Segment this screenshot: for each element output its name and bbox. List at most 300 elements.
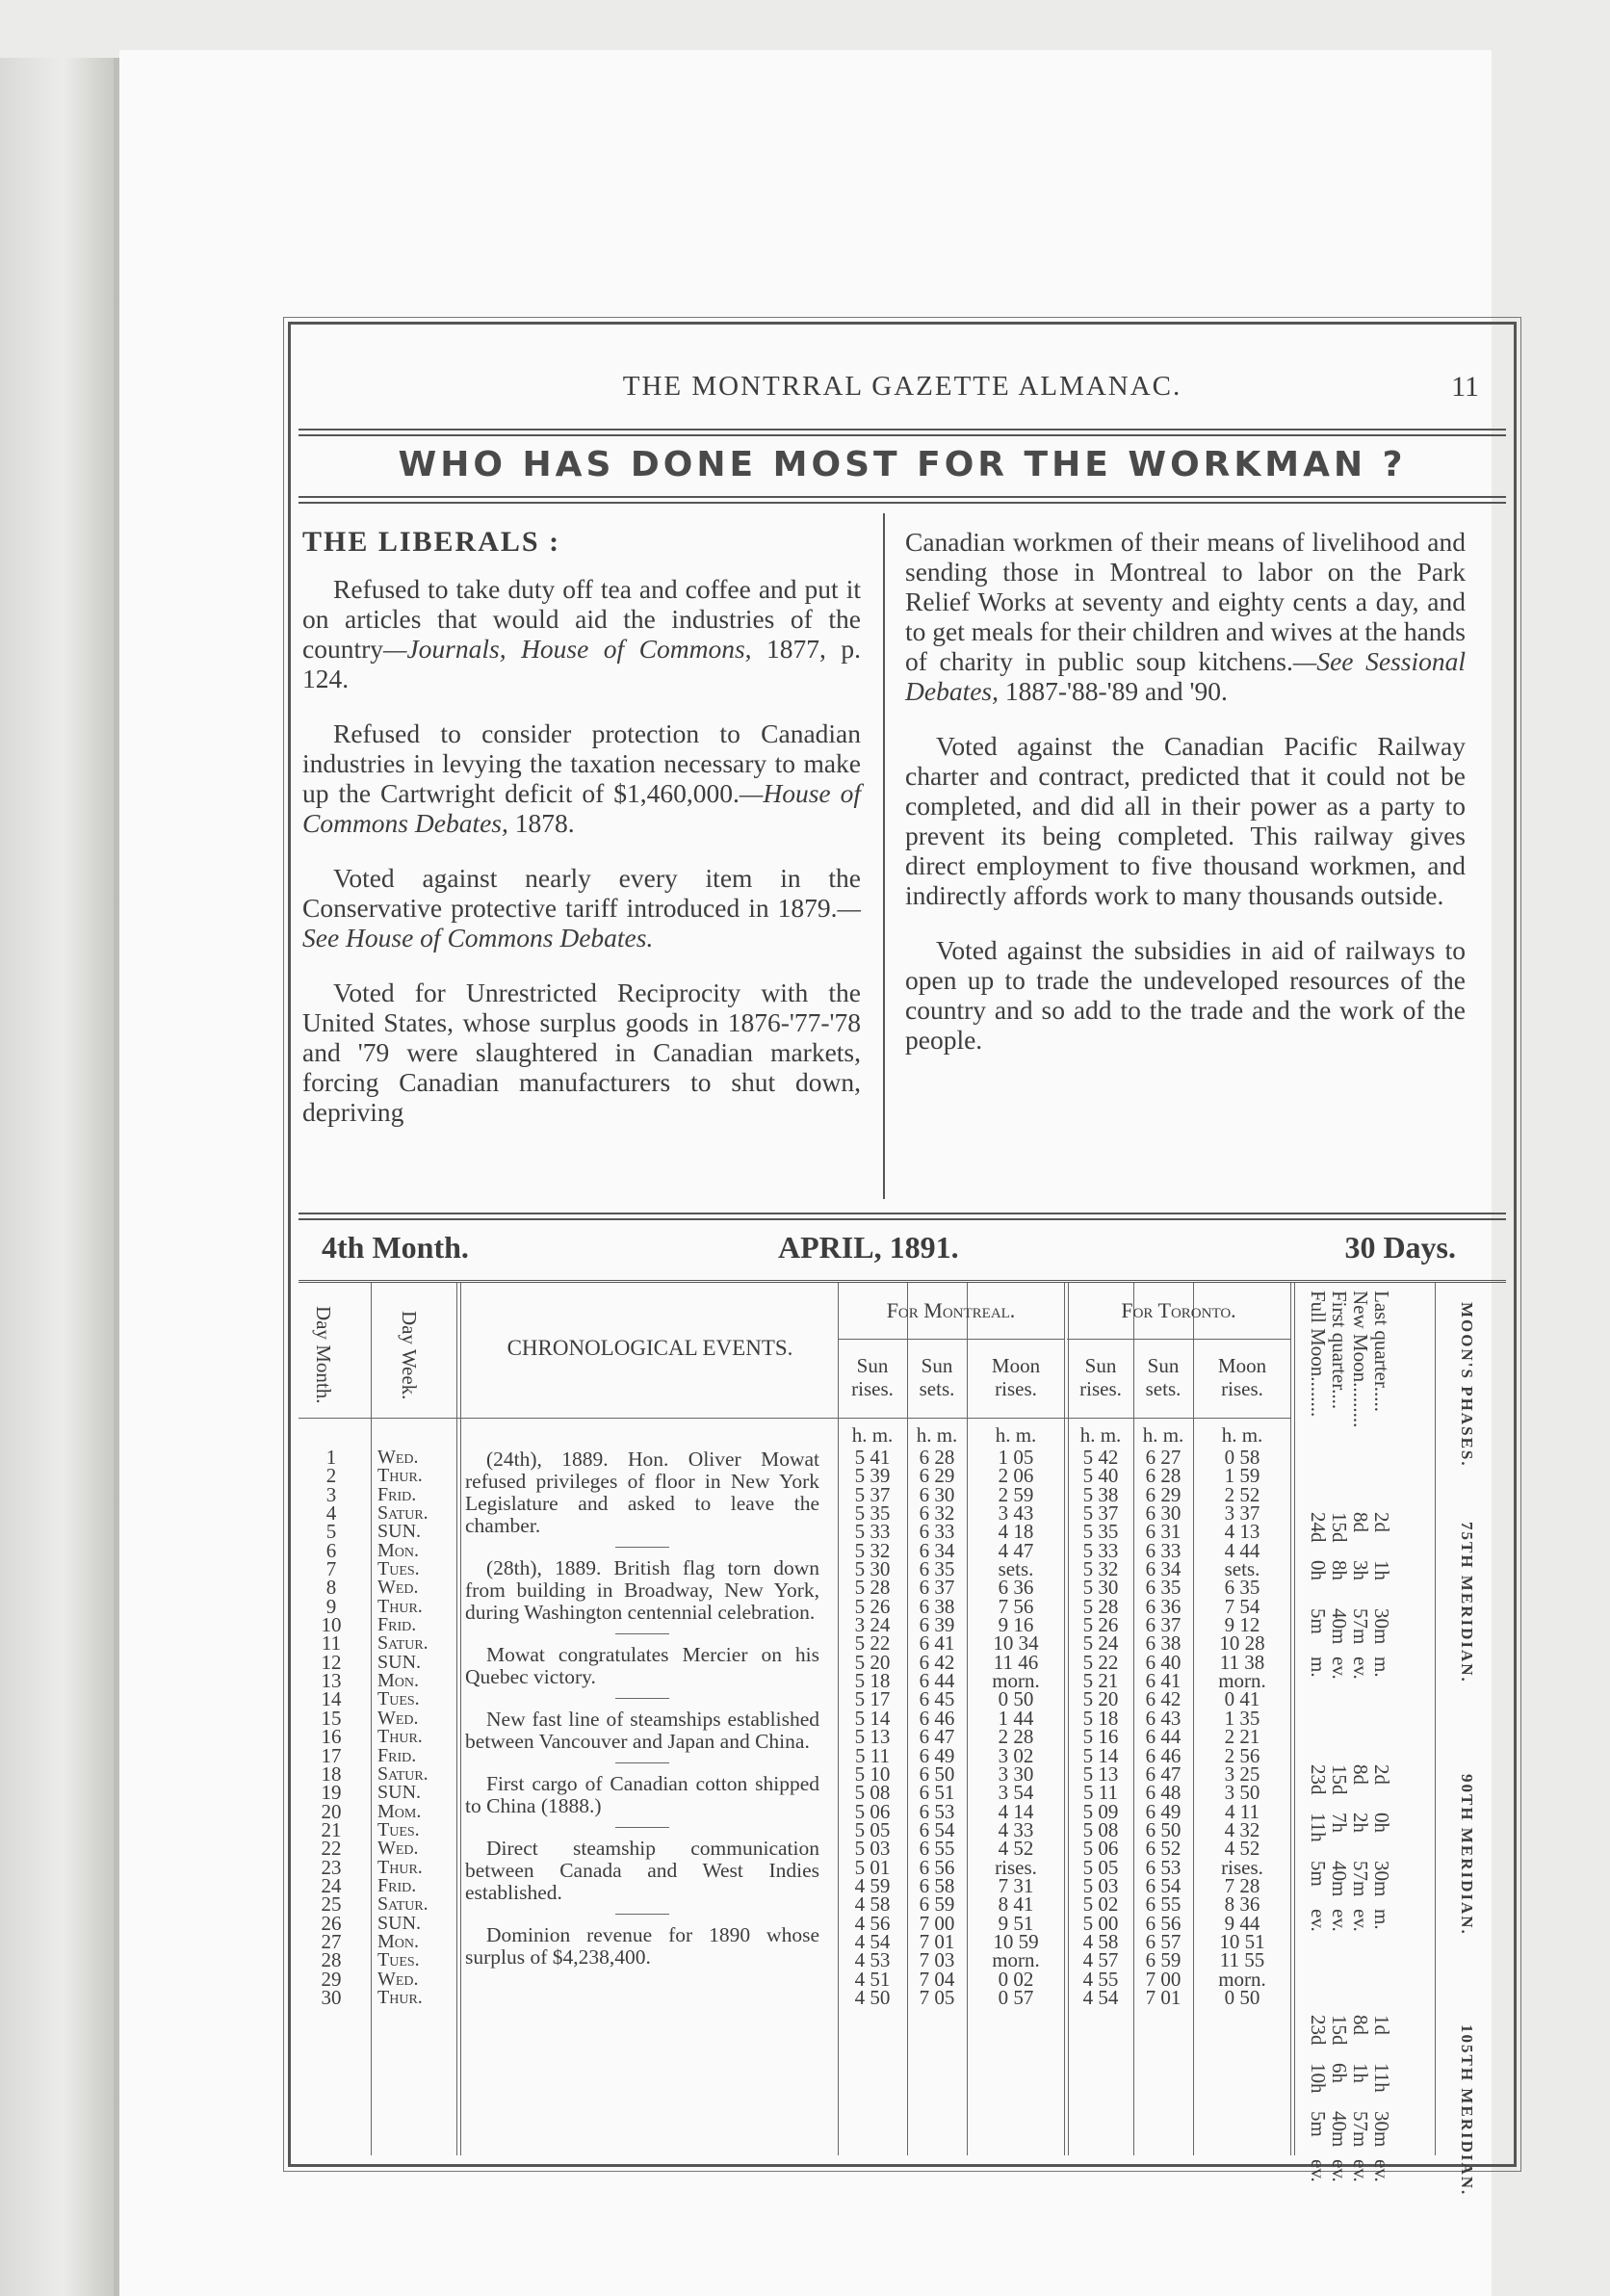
paragraph-tea-coffee: Refused to take duty off tea and coffee and put it on articles that would aid the industries of the country—Journals, House of Commons, 1877, p. 124.: [302, 574, 862, 693]
toronto-sun-rise: 4 55: [1082, 1967, 1119, 1991]
event-separator: [615, 1827, 669, 1828]
moon-phase-value: 6h: [1328, 2063, 1351, 2083]
moon-phase-names: [1308, 1291, 1392, 1427]
day-of-week: Tues.: [377, 1818, 420, 1840]
table-line: [967, 1283, 968, 2155]
day-of-month: 20: [321, 1799, 342, 1823]
day-of-month: 12: [321, 1650, 342, 1674]
moon-phase-value: 30m: [1370, 1861, 1393, 1897]
day-of-week: SUN.: [377, 1912, 422, 1934]
moon-phase-marks: [1308, 2159, 1392, 2182]
month-title: APRIL, 1891.: [778, 1230, 959, 1265]
montreal-sun-set: 6 46: [919, 1706, 955, 1730]
day-of-week: Satur.: [377, 1893, 428, 1916]
toronto-sun-set: 6 29: [1145, 1482, 1182, 1506]
moon-phase-value: ev.: [1370, 2159, 1393, 2182]
running-head: THE MONTRRAL GAZETTE ALMANAC.: [622, 371, 1182, 402]
moon-phase-name: Last quarter.....: [1370, 1291, 1393, 1412]
montreal-sun-rise: 5 10: [854, 1761, 891, 1786]
unit-label: h. m.: [851, 1423, 894, 1447]
toronto-moon-rise: 9 44: [1224, 1911, 1260, 1935]
toronto-moon-rise: 0 41: [1224, 1687, 1260, 1711]
montreal-sun-set: 6 55: [919, 1837, 955, 1861]
montreal-moon-rise: 4 18: [998, 1520, 1034, 1544]
montreal-moon-rise: 3 54: [998, 1781, 1034, 1805]
headline-rule-bottom: [299, 496, 1506, 504]
montreal-moon-rise: 3 30: [998, 1761, 1034, 1786]
month-ordinal: 4th Month.: [322, 1230, 469, 1265]
header-toronto-moon-rises: Moon rises.: [1217, 1354, 1267, 1400]
toronto-moon-rise: morn.: [1218, 1669, 1266, 1693]
unit-label: h. m.: [1221, 1423, 1263, 1447]
montreal-sun-set: 6 50: [919, 1761, 955, 1786]
day-of-month: 10: [321, 1613, 342, 1637]
day-of-month: 11: [321, 1631, 342, 1656]
montreal-sun-set: 6 32: [919, 1501, 955, 1526]
event-item: First cargo of Canadian cotton shipped to China (1888.): [465, 1772, 819, 1817]
paragraph-tariff-1879: Voted against nearly every item in the Conservative protective tariff introduced in 1879.—See House of Commons Debates.: [302, 863, 861, 952]
moon-phase-name: First quarter....: [1328, 1291, 1351, 1410]
day-of-month: 30: [321, 1985, 342, 2009]
montreal-moon-rise: 4 14: [998, 1799, 1034, 1823]
montreal-sun-rise: 5 03: [854, 1837, 891, 1861]
header-montreal-sun-sets: Sun sets.: [919, 1354, 955, 1400]
day-of-month: 14: [321, 1687, 342, 1711]
montreal-sun-rise: 5 35: [854, 1501, 891, 1526]
montreal-sun-rise: 5 33: [854, 1520, 891, 1544]
day-of-week: Mon.: [377, 1539, 420, 1561]
toronto-sun-rise: 5 11: [1083, 1781, 1118, 1805]
day-of-month: 6: [325, 1538, 337, 1562]
toronto-sun-set: 6 37: [1145, 1613, 1182, 1637]
toronto-sun-rise: 5 40: [1082, 1464, 1119, 1488]
toronto-moon-rise: 3 25: [1224, 1761, 1260, 1786]
montreal-moon-rise: morn.: [992, 1669, 1040, 1693]
meridian-label-75: 75TH MERIDIAN.: [1458, 1522, 1476, 1683]
toronto-moon-rise: 0 50: [1224, 1985, 1260, 2009]
toronto-sun-rise: 5 08: [1082, 1817, 1119, 1841]
moon-phase-value: 57m: [1349, 2111, 1372, 2148]
event-item: (24th), 1889. Hon. Oliver Mowat refused privileges of floor in New York Legislature and asked to leave the chamber.: [465, 1448, 819, 1537]
meridian-label-105: 105TH MERIDIAN.: [1458, 2024, 1476, 2197]
book-binding-left: [0, 58, 114, 2296]
montreal-sun-rise: 5 26: [854, 1594, 891, 1618]
header-for-toronto: For Toronto.: [1121, 1298, 1236, 1322]
montreal-sun-rise: 5 11: [855, 1743, 890, 1767]
paragraph-railway-subsidies: Voted against the subsidies in aid of railways to open up to trade the undeveloped resources of the country and so add to the trade and the work of the people.: [905, 935, 1466, 1055]
montreal-sun-rise: 3 24: [854, 1613, 891, 1637]
day-of-month: 19: [321, 1781, 342, 1805]
montreal-sun-rise: 4 56: [854, 1911, 891, 1935]
montreal-moon-rise: 3 43: [998, 1501, 1034, 1526]
table-line: [1133, 1283, 1134, 2155]
left-column: [302, 527, 861, 1127]
montreal-sun-set: 7 00: [919, 1911, 955, 1935]
toronto-sun-rise: 5 02: [1082, 1892, 1119, 1917]
day-of-week: Wed.: [377, 1707, 419, 1729]
paragraph-canadian-pacific: Voted against the Canadian Pacific Railway charter and contract, predicted that it could not be completed, and did all in their power as a party to prevent its being completed. This railway gives direct employment to five thousand workmen, and indirectly affords work to many thousands outside.: [905, 731, 1466, 910]
event-item: Dominion revenue for 1890 whose surplus of $4,238,400.: [465, 1923, 819, 1969]
moon-phase-value: 1d: [1370, 2015, 1393, 2035]
moon-phase-value: m.: [1307, 1657, 1330, 1678]
toronto-moon-rise: 2 21: [1224, 1725, 1260, 1749]
moon-phase-value: ev.: [1328, 1657, 1351, 1680]
montreal-sun-set: 6 42: [919, 1650, 955, 1674]
montreal-moon-rise: 7 56: [998, 1594, 1034, 1618]
toronto-sun-set: 6 35: [1145, 1576, 1182, 1600]
day-of-week: SUN.: [377, 1782, 422, 1804]
montreal-sun-rise: 5 05: [854, 1817, 891, 1841]
moon-phase-hours: [1308, 1813, 1392, 1842]
montreal-sun-set: 6 45: [919, 1687, 955, 1711]
montreal-sun-set: 6 44: [919, 1669, 955, 1693]
moon-phase-value: 1h: [1349, 2063, 1372, 2083]
montreal-sun-set: 6 30: [919, 1482, 955, 1506]
montreal-moon-rise: 6 36: [998, 1576, 1034, 1600]
moon-phases-panel: [1307, 1291, 1418, 2182]
day-of-month: 1: [325, 1446, 337, 1469]
toronto-moon-rise: 6 35: [1224, 1576, 1260, 1600]
montreal-sun-rise: 5 32: [854, 1538, 891, 1562]
event-separator: [615, 1698, 669, 1699]
toronto-sun-rise: 5 37: [1082, 1501, 1119, 1526]
day-of-week: Frid.: [377, 1614, 417, 1636]
montreal-moon-rise: 2 06: [998, 1464, 1034, 1488]
unit-label: h. m.: [916, 1423, 958, 1447]
montreal-moon-rise: rises.: [995, 1855, 1037, 1879]
page-frame: [288, 322, 1517, 2197]
toronto-sun-rise: 5 30: [1082, 1576, 1119, 1600]
day-of-week: Wed.: [377, 1838, 419, 1860]
day-of-month: 8: [325, 1576, 337, 1600]
moon-phase-marks: [1308, 1657, 1392, 1680]
toronto-sun-set: 6 38: [1145, 1631, 1182, 1656]
table-line: [1435, 1283, 1436, 2155]
moon-phase-value: 15d: [1328, 1764, 1351, 1795]
toronto-sun-rise: 5 05: [1082, 1855, 1119, 1879]
moon-phase-hours: [1308, 1560, 1392, 1580]
montreal-sun-set: 7 05: [919, 1985, 955, 2009]
day-of-week: Satur.: [377, 1632, 428, 1655]
montreal-sun-rise: 5 13: [854, 1725, 891, 1749]
table-line: [1193, 1283, 1194, 2155]
headline-rule-top: [299, 429, 1506, 436]
header-montreal-sun-rises: Sun rises.: [851, 1354, 894, 1400]
moon-phase-value: 3h: [1349, 1560, 1372, 1580]
day-of-week: Mom.: [377, 1800, 422, 1822]
day-of-week: SUN.: [377, 1521, 422, 1543]
toronto-moon-rise: 2 56: [1224, 1743, 1260, 1767]
moon-phase-value: 15d: [1328, 2015, 1351, 2046]
montreal-sun-rise: 5 18: [854, 1669, 891, 1693]
toronto-sun-set: 6 34: [1145, 1557, 1182, 1581]
paragraph-reciprocity: Voted for Unrestricted Reciprocity with the United States, whose surplus goods in 1876-'77-'78 and '79 were slaughtered in Canadian markets, forcing Canadian manufacturers to shut down, depriving: [302, 978, 861, 1127]
toronto-sun-set: 6 46: [1145, 1743, 1182, 1767]
montreal-sun-sets-column: [909, 1448, 965, 2007]
moon-phases-title: MOON'S PHASES.: [1458, 1302, 1476, 1468]
montreal-sun-rise: 5 22: [854, 1631, 891, 1656]
moon-phase-value: ev.: [1328, 2159, 1351, 2182]
toronto-sun-rise: 5 20: [1082, 1687, 1119, 1711]
day-of-week: SUN.: [377, 1651, 422, 1673]
montreal-sun-rise: 4 58: [854, 1892, 891, 1917]
moon-phase-value: 40m: [1328, 1861, 1351, 1897]
toronto-sun-rise: 5 09: [1082, 1799, 1119, 1823]
toronto-sun-set: 6 36: [1145, 1594, 1182, 1618]
toronto-moon-rise: 4 32: [1224, 1817, 1260, 1841]
toronto-sun-set: 6 53: [1145, 1855, 1182, 1879]
moon-phase-value: 0h: [1370, 1813, 1393, 1833]
moon-phase-value: m.: [1370, 1909, 1393, 1930]
montreal-moon-rise: 4 52: [998, 1837, 1034, 1861]
headline: WHO HAS DONE MOST FOR THE WORKMAN ?: [398, 445, 1407, 484]
day-of-month: 21: [321, 1817, 342, 1841]
event-item: Mowat congratulates Mercier on his Quebec victory.: [465, 1643, 819, 1688]
page-number: 11: [1451, 371, 1479, 403]
toronto-sun-set: 6 48: [1145, 1781, 1182, 1805]
moon-phase-value: 10h: [1307, 2063, 1330, 2094]
day-of-month: 24: [321, 1873, 342, 1897]
montreal-moon-rise: 9 16: [998, 1613, 1034, 1637]
day-of-month: 16: [321, 1725, 342, 1749]
moon-phase-value: 15d: [1328, 1512, 1351, 1543]
montreal-moon-rise: 0 50: [998, 1687, 1034, 1711]
toronto-sun-rise: 5 22: [1082, 1650, 1119, 1674]
montreal-sun-rise: 5 39: [854, 1464, 891, 1488]
moon-phase-value: 30m: [1370, 1608, 1393, 1645]
montreal-sun-set: 6 47: [919, 1725, 955, 1749]
toronto-sun-set: 6 49: [1145, 1799, 1182, 1823]
calendar-rule-top: [299, 1213, 1506, 1220]
toronto-moon-rise: 3 50: [1224, 1781, 1260, 1805]
toronto-sun-set: 6 56: [1145, 1911, 1182, 1935]
montreal-sun-set: 6 29: [919, 1464, 955, 1488]
montreal-moon-rise: 4 33: [998, 1817, 1034, 1841]
montreal-sun-set: 7 04: [919, 1967, 955, 1991]
moon-phase-value: 57m: [1349, 1608, 1372, 1645]
moon-phase-mins: [1308, 1861, 1392, 1896]
montreal-moon-rise: morn.: [992, 1948, 1040, 1972]
montreal-moon-rise: 10 34: [993, 1631, 1039, 1656]
day-of-month: 25: [321, 1892, 342, 1917]
montreal-sun-rise: 5 20: [854, 1650, 891, 1674]
day-of-week: Tues.: [377, 1558, 420, 1580]
toronto-sun-rise: 5 26: [1082, 1613, 1119, 1637]
event-separator: [615, 1914, 669, 1915]
moon-phase-mins: [1308, 2111, 1392, 2147]
day-of-week: Wed.: [377, 1577, 419, 1599]
day-of-month: 28: [321, 1948, 342, 1972]
table-line: [907, 1283, 908, 2155]
moon-phase-value: 5m: [1307, 2111, 1330, 2137]
montreal-sun-set: 6 51: [919, 1781, 955, 1805]
moon-phase-value: 1h: [1370, 1560, 1393, 1580]
day-of-month: 4: [325, 1501, 337, 1526]
toronto-sun-rise: 4 58: [1082, 1929, 1119, 1953]
montreal-sun-set: 6 33: [919, 1520, 955, 1544]
event-separator: [615, 1633, 669, 1634]
day-of-week: Satur.: [377, 1762, 428, 1785]
day-of-week: Tues.: [377, 1688, 420, 1710]
moon-phase-marks: [1308, 1909, 1392, 1932]
montreal-sun-set: 7 03: [919, 1948, 955, 1972]
toronto-sun-rise: 5 14: [1082, 1743, 1119, 1767]
toronto-sun-set: 6 43: [1145, 1706, 1182, 1730]
montreal-sun-set: 6 49: [919, 1743, 955, 1767]
montreal-moon-rise: 2 28: [998, 1725, 1034, 1749]
montreal-sun-set: 6 54: [919, 1817, 955, 1841]
toronto-moon-rise: 11 55: [1219, 1948, 1265, 1972]
moon-phase-name: New Moon.........: [1349, 1291, 1372, 1428]
day-of-week: Tues.: [377, 1949, 420, 1971]
toronto-sun-sets-column: [1135, 1448, 1191, 2007]
toronto-sun-rise: 5 03: [1082, 1873, 1119, 1897]
day-of-week: Frid.: [377, 1744, 417, 1766]
montreal-sun-set: 6 34: [919, 1538, 955, 1562]
montreal-sun-set: 7 01: [919, 1929, 955, 1953]
day-of-month: 29: [321, 1967, 342, 1991]
day-of-week: Frid.: [377, 1483, 417, 1505]
day-of-month: 9: [325, 1594, 337, 1618]
header-montreal-moon-rises: Moon rises.: [991, 1354, 1041, 1400]
montreal-sun-set: 6 56: [919, 1855, 955, 1879]
table-line: [838, 1339, 1064, 1340]
montreal-moon-rises-column: [969, 1448, 1063, 2007]
moon-phase-dates: [1308, 1512, 1392, 1543]
toronto-sun-set: 6 47: [1145, 1761, 1182, 1786]
toronto-sun-rise: 4 57: [1082, 1948, 1119, 1972]
toronto-moon-rise: 4 44: [1224, 1538, 1260, 1562]
montreal-moon-rise: 11 46: [993, 1650, 1039, 1674]
montreal-sun-rise: 4 59: [854, 1873, 891, 1897]
toronto-moon-rise: rises.: [1221, 1855, 1263, 1879]
toronto-sun-rise: 5 35: [1082, 1520, 1119, 1544]
toronto-sun-set: 6 55: [1145, 1892, 1182, 1917]
montreal-sun-rise: 4 51: [854, 1967, 891, 1991]
day-of-week: Wed.: [377, 1968, 419, 1990]
header-day-week: Day Week.: [398, 1310, 421, 1400]
toronto-sun-rise: 5 13: [1082, 1761, 1119, 1786]
day-of-month-column: [299, 1448, 364, 2007]
toronto-moon-rise: 10 51: [1219, 1929, 1265, 1953]
toronto-sun-set: 6 57: [1145, 1929, 1182, 1953]
toronto-moon-rise: 4 13: [1224, 1520, 1260, 1544]
montreal-moon-rise: 7 31: [998, 1873, 1034, 1897]
montreal-moon-rise: 9 51: [998, 1911, 1034, 1935]
toronto-sun-set: 6 59: [1145, 1948, 1182, 1972]
moon-phase-value: ev.: [1307, 1909, 1330, 1932]
moon-phase-value: 8d: [1349, 1512, 1372, 1532]
montreal-sun-set: 6 59: [919, 1892, 955, 1917]
event-separator: [615, 1762, 669, 1763]
toronto-sun-rise: 5 32: [1082, 1557, 1119, 1581]
moon-phase-dates: [1308, 1764, 1392, 1795]
moon-phase-value: 7h: [1328, 1813, 1351, 1833]
toronto-sun-set: 7 00: [1145, 1967, 1182, 1991]
toronto-moon-rises-column: [1195, 1448, 1289, 2007]
table-line: [1067, 1339, 1290, 1340]
montreal-sun-set: 6 35: [919, 1557, 955, 1581]
table-line: [371, 1283, 372, 2155]
moon-phase-value: ev.: [1307, 2159, 1330, 2182]
header-toronto-sun-sets: Sun sets.: [1145, 1354, 1182, 1400]
header-day-month: Day Month.: [312, 1306, 335, 1404]
montreal-moon-rise: 3 02: [998, 1743, 1034, 1767]
moon-phase-value: 8d: [1349, 2015, 1372, 2035]
toronto-sun-set: 6 41: [1145, 1669, 1182, 1693]
montreal-sun-rise: 5 14: [854, 1706, 891, 1730]
moon-phase-value: 57m: [1349, 1861, 1372, 1897]
day-of-week: Thur.: [377, 1986, 423, 2008]
montreal-sun-rise: 5 28: [854, 1576, 891, 1600]
days-count: 30 Days.: [1344, 1230, 1456, 1265]
moon-phase-value: 40m: [1328, 1608, 1351, 1645]
montreal-sun-set: 6 28: [919, 1446, 955, 1469]
event-separator: [615, 1547, 669, 1548]
moon-phase-value: m.: [1370, 1657, 1393, 1678]
toronto-sun-rise: 5 21: [1082, 1669, 1119, 1693]
day-of-month: 13: [321, 1669, 342, 1693]
table-line: [299, 1418, 1290, 1419]
montreal-sun-set: 6 37: [919, 1576, 955, 1600]
moon-phase-value: 23d: [1307, 2015, 1330, 2046]
moon-phase-value: ev.: [1349, 2159, 1372, 2182]
montreal-moon-rise: 10 59: [993, 1929, 1039, 1953]
toronto-sun-set: 6 54: [1145, 1873, 1182, 1897]
day-of-month: 23: [321, 1855, 342, 1879]
day-of-month: 26: [321, 1911, 342, 1935]
day-of-week: Wed.: [377, 1447, 419, 1468]
unit-label: h. m.: [1079, 1423, 1122, 1447]
day-of-week: Mon.: [377, 1670, 420, 1692]
event-item: New fast line of steamships established between Vancouver and Japan and China.: [465, 1708, 819, 1753]
column-divider: [883, 513, 885, 1199]
toronto-sun-rise: 5 16: [1082, 1725, 1119, 1749]
toronto-sun-set: 6 30: [1145, 1501, 1182, 1526]
right-column: [905, 527, 1466, 1080]
day-of-month: 18: [321, 1761, 342, 1786]
montreal-moon-rise: 2 59: [998, 1482, 1034, 1506]
events-column: [465, 1448, 819, 1969]
toronto-moon-rise: 10 28: [1219, 1631, 1265, 1656]
toronto-moon-rise: 11 38: [1219, 1650, 1265, 1674]
montreal-sun-set: 6 41: [919, 1631, 955, 1656]
montreal-sun-rise: 5 06: [854, 1799, 891, 1823]
unit-label: h. m.: [995, 1423, 1037, 1447]
paragraph-relief-works: Canadian workmen of their means of livelihood and sending those in Montreal to labor on the Park Relief Works at seventy and eighty cents a day, and to get meals for their children and wives at the hands of charity in public soup kitchens.—See Sessional Debates, 1887-'88-'89 and '90.: [905, 527, 1466, 706]
table-line: [838, 1283, 839, 2155]
day-of-month: 2: [325, 1464, 337, 1488]
toronto-moon-rise: 7 28: [1224, 1873, 1260, 1897]
montreal-sun-rise: 5 08: [854, 1781, 891, 1805]
toronto-sun-set: 6 33: [1145, 1538, 1182, 1562]
day-of-week: Satur.: [377, 1502, 428, 1525]
moon-phase-value: 24d: [1307, 1512, 1330, 1543]
day-of-week: Thur.: [377, 1856, 423, 1878]
moon-phase-value: 30m: [1370, 2111, 1393, 2148]
toronto-sun-rise: 5 38: [1082, 1482, 1119, 1506]
header-toronto-sun-rises: Sun rises.: [1079, 1354, 1122, 1400]
toronto-sun-set: 6 42: [1145, 1687, 1182, 1711]
moon-phase-value: 0h: [1307, 1560, 1330, 1580]
toronto-sun-set: 6 27: [1145, 1446, 1182, 1469]
moon-phase-value: 8d: [1349, 1764, 1372, 1785]
montreal-sun-rise: 5 30: [854, 1557, 891, 1581]
toronto-moon-rise: 3 37: [1224, 1501, 1260, 1526]
toronto-moon-rise: 7 54: [1224, 1594, 1260, 1618]
montreal-sun-rise: 4 53: [854, 1948, 891, 1972]
day-of-month: 15: [321, 1706, 342, 1730]
